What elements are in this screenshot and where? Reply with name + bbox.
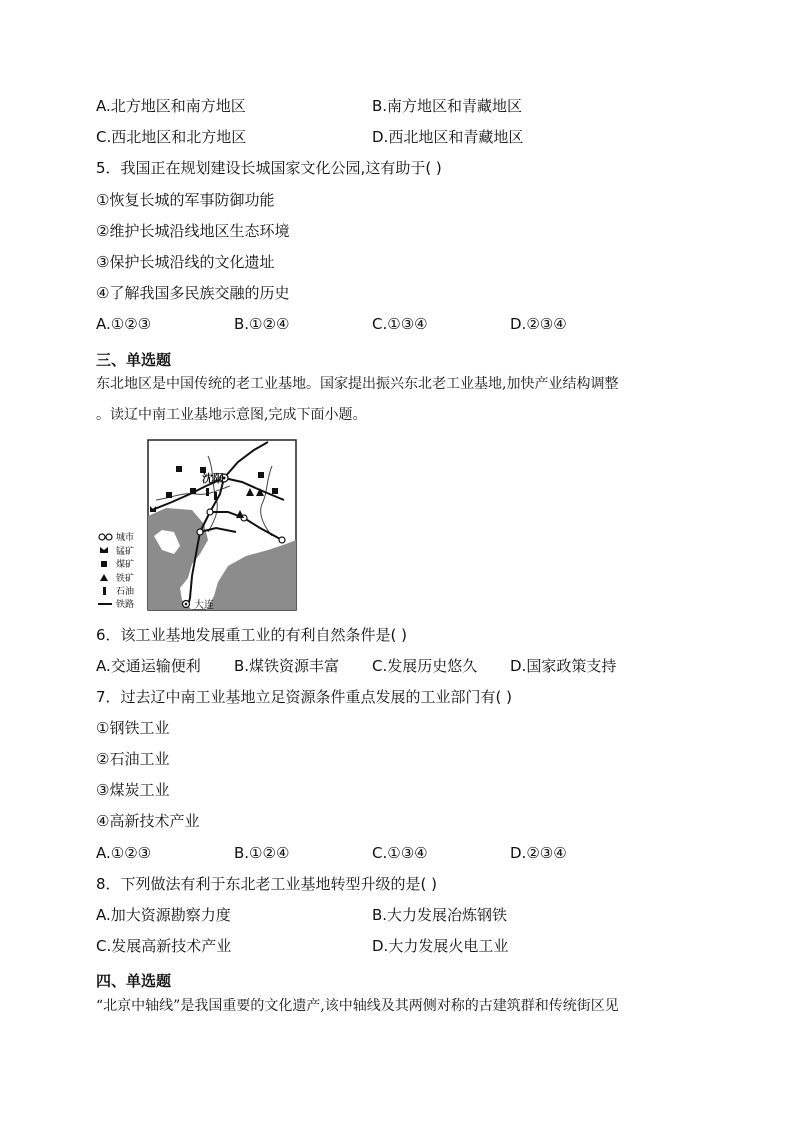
section-4-passage-line-1: “北京中轴线”是我国重要的文化遗产,该中轴线及其两侧对称的古建筑群和传统街区见	[96, 998, 619, 1014]
q6-option-d: D.国家政策支持	[510, 657, 617, 675]
q4-option-b: B.南方地区和青藏地区	[372, 97, 523, 115]
legend-city-symbol	[99, 534, 105, 540]
q5-item-3: ③保护长城沿线的文化遗址	[96, 253, 275, 271]
legend-manganese-symbol	[100, 547, 108, 553]
legend-coal-symbol	[101, 561, 107, 567]
q8-stem: 8．下列做法有利于东北老工业基地转型升级的是( )	[96, 875, 438, 893]
map-city	[207, 509, 213, 515]
q5-option-b: B.①②④	[234, 315, 290, 333]
q7-item-4: ④高新技术产业	[96, 812, 200, 830]
q6-option-b: B.煤铁资源丰富	[234, 657, 340, 675]
legend-oil-label: 石油	[116, 587, 135, 597]
q5-item-2: ②维护长城沿线地区生态环境	[96, 222, 290, 240]
map-coal-mine	[166, 492, 172, 498]
q6-stem: 6．该工业基地发展重工业的有利自然条件是( )	[96, 626, 408, 644]
q5-option-a: A.①②③	[96, 315, 152, 333]
q7-item-3: ③煤炭工业	[96, 781, 170, 799]
q5-stem: 5．我国正在规划建设长城国家文化公园,这有助于( )	[96, 159, 442, 177]
legend-iron-symbol	[100, 574, 108, 581]
map-label-dalian: 大连	[194, 600, 214, 611]
map-coal-mine	[176, 466, 182, 472]
q7-stem: 7．过去辽中南工业基地立足资源条件重点发展的工业部门有( )	[96, 688, 513, 706]
q6-option-c: C.发展历史悠久	[372, 657, 478, 675]
map-legend	[98, 531, 134, 610]
map-label-shenyang: 沈阳	[202, 472, 224, 485]
q4-option-c: C.西北地区和北方地区	[96, 128, 247, 146]
q4-option-a: A.北方地区和南方地区	[96, 97, 246, 115]
q5-option-d: D.②③④	[510, 315, 567, 333]
liaozhongnan-map	[96, 436, 300, 614]
section-4-heading: 四、单选题	[96, 972, 172, 990]
q6-option-a: A.交通运输便利	[96, 657, 201, 675]
legend-manganese-label: 锰矿	[116, 547, 135, 557]
legend-oil-symbol	[103, 587, 106, 595]
map-coal-mine	[258, 472, 264, 478]
q5-item-4: ④了解我国多民族交融的历史	[96, 284, 290, 302]
legend-coal-label: 煤矿	[116, 560, 135, 570]
map-coal-mine	[190, 488, 196, 494]
map-oil-field	[214, 492, 217, 500]
section-3-passage-line-2: 。读辽中南工业基地示意图,完成下面小题。	[96, 407, 367, 423]
map-city	[197, 529, 203, 535]
legend-railway-label: 铁路	[116, 600, 135, 610]
section-3-passage-line-1: 东北地区是中国传统的老工业基地。国家提出振兴东北老工业基地,加快产业结构调整	[96, 376, 619, 392]
q5-option-c: C.①③④	[372, 315, 428, 333]
q8-option-c: C.发展高新技术产业	[96, 937, 232, 955]
q7-option-d: D.②③④	[510, 844, 567, 862]
q7-option-b: B.①②④	[234, 844, 290, 862]
legend-iron-label: 铁矿	[116, 574, 135, 584]
map-city	[279, 537, 285, 543]
map-oil-field	[206, 488, 209, 496]
q8-option-d: D.大力发展火电工业	[372, 937, 509, 955]
map-coal-mine	[272, 488, 278, 494]
q7-item-1: ①钢铁工业	[96, 719, 170, 737]
q7-option-c: C.①③④	[372, 844, 428, 862]
q8-option-b: B.大力发展冶炼钢铁	[372, 906, 508, 924]
q7-option-a: A.①②③	[96, 844, 152, 862]
q7-item-2: ②石油工业	[96, 750, 170, 768]
section-3-heading: 三、单选题	[96, 351, 172, 369]
q4-option-d: D.西北地区和青藏地区	[372, 128, 524, 146]
legend-city-label: 城市	[116, 533, 135, 543]
q5-item-1: ①恢复长城的军事防御功能	[96, 191, 275, 209]
q8-option-a: A.加大资源勘察力度	[96, 906, 231, 924]
